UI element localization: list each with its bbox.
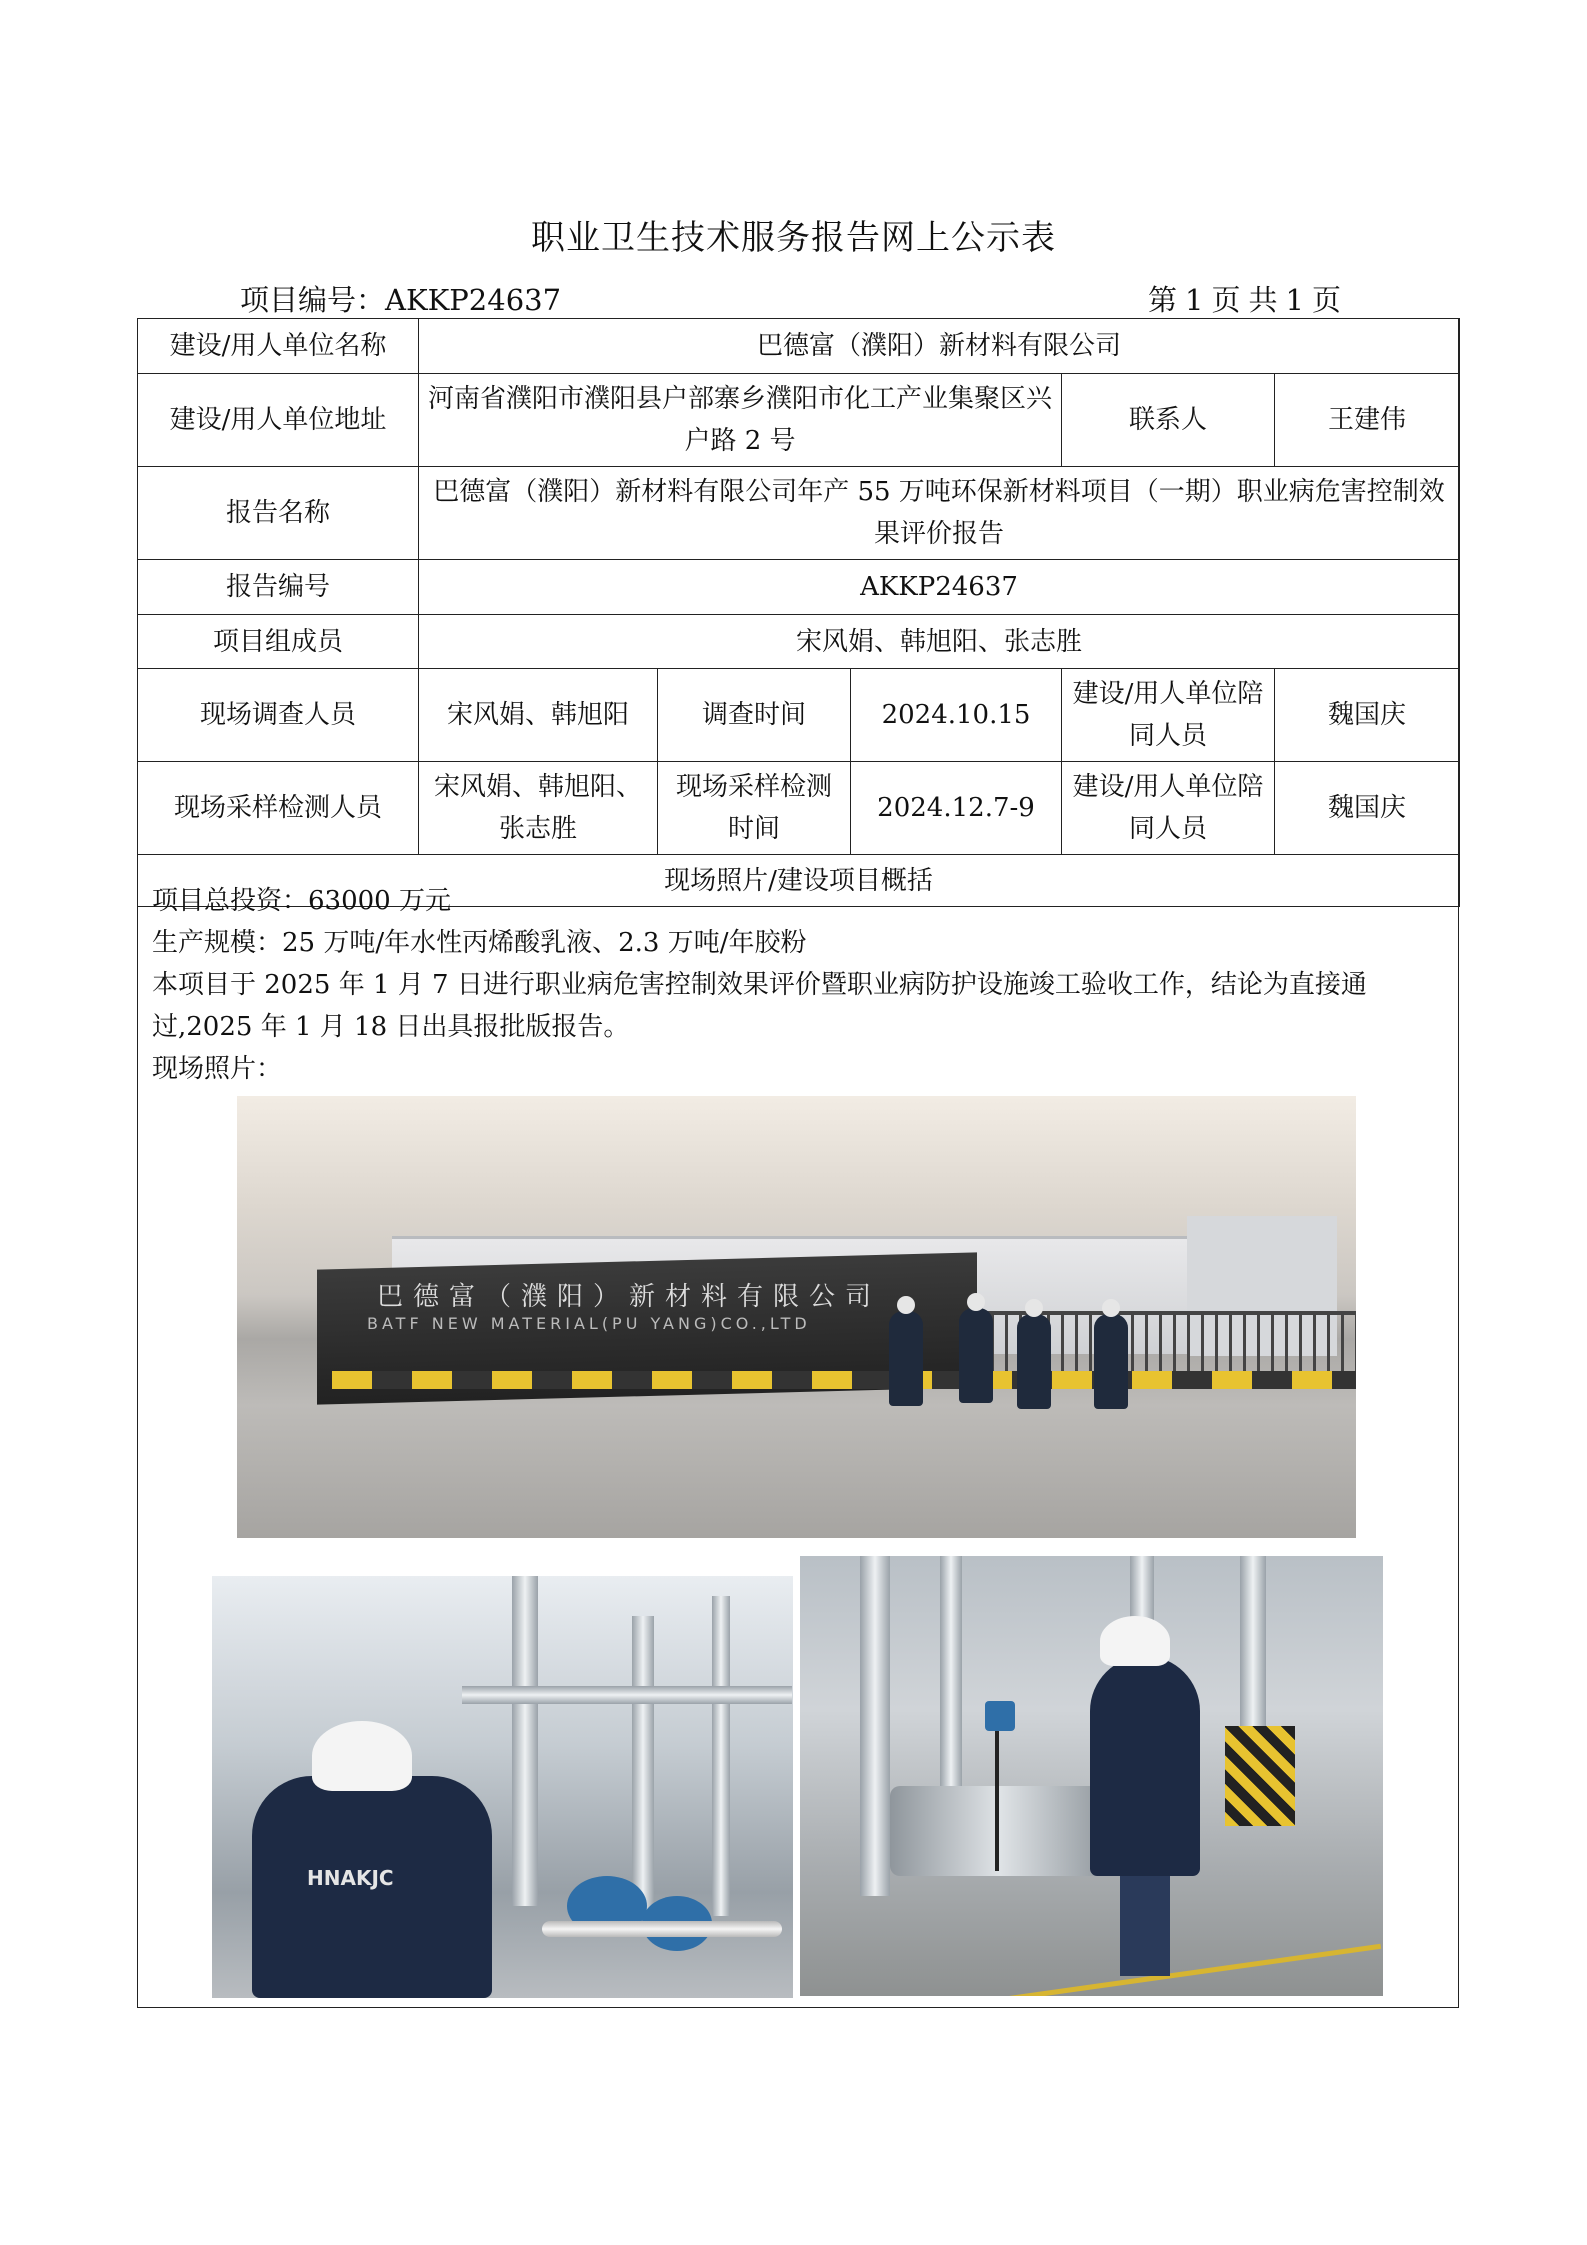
page-label: 第 xyxy=(1148,283,1178,317)
sampling-escort-label: 建设/用人单位陪同人员 xyxy=(1062,762,1275,855)
unit-name-value: 巴德富（濮阳）新材料有限公司 xyxy=(419,319,1460,374)
sampling-device xyxy=(985,1701,1015,1731)
pipe xyxy=(860,1556,890,1896)
table-row xyxy=(138,560,1460,615)
sampling-time-label: 现场采样检测时间 xyxy=(658,762,851,855)
survey-staff-value: 宋风娟、韩旭阳 xyxy=(419,669,658,762)
safety-helmet xyxy=(312,1721,412,1791)
scale-line: 生产规模：25 万吨/年水性丙烯酸乳液、2.3 万吨/年胶粉 xyxy=(152,928,807,958)
survey-escort-label: 建设/用人单位陪同人员 xyxy=(1062,669,1275,762)
person xyxy=(1094,1314,1128,1409)
unit-address-label: 建设/用人单位地址 xyxy=(138,374,419,467)
table-row xyxy=(138,319,1460,374)
hose xyxy=(542,1921,782,1937)
reactor-vessel xyxy=(890,1786,1110,1876)
project-number xyxy=(240,278,561,319)
report-no-label: 报告编号 xyxy=(138,560,419,615)
pipe xyxy=(512,1576,538,1906)
contact-label: 联系人 xyxy=(1062,374,1275,467)
project-number-value: AKKP24637 xyxy=(385,283,562,317)
person-head xyxy=(1025,1299,1043,1317)
investment-line: 项目总投资：63000 万元 xyxy=(152,886,451,916)
report-name-label: 报告名称 xyxy=(138,467,419,560)
person-head xyxy=(897,1296,915,1314)
members-label: 项目组成员 xyxy=(138,615,419,669)
page-current: 1 xyxy=(1185,283,1204,317)
site-photo-gate xyxy=(237,1096,1356,1538)
page-label: 页 xyxy=(1211,283,1241,317)
table-row xyxy=(138,762,1460,855)
pipe xyxy=(462,1686,792,1704)
company-sign-english: BATF NEW MATERIAL(PU YANG)CO.,LTD xyxy=(367,1314,811,1333)
table-row xyxy=(138,374,1460,467)
pipe xyxy=(940,1556,962,1816)
photos-section-header: 现场照片/建设项目概括 xyxy=(138,855,1460,907)
survey-escort-value: 魏国庆 xyxy=(1275,669,1460,762)
site-photo-noise-testing xyxy=(212,1576,793,1998)
person xyxy=(1017,1314,1051,1409)
info-table xyxy=(137,318,1460,907)
person-head xyxy=(1102,1299,1120,1317)
page-label: 共 xyxy=(1248,283,1278,317)
safety-helmet xyxy=(1100,1616,1170,1666)
sampling-escort-value: 魏国庆 xyxy=(1275,762,1460,855)
photos-label: 现场照片： xyxy=(152,1054,283,1084)
worker-legs xyxy=(1120,1876,1170,1976)
worker xyxy=(1090,1656,1200,1876)
table-row xyxy=(138,669,1460,762)
pipe xyxy=(712,1596,730,1916)
document-title: 职业卫生技术服务报告网上公示表 xyxy=(531,218,1056,258)
person xyxy=(959,1308,993,1403)
page-indicator xyxy=(1144,278,1345,319)
sampling-staff-label: 现场采样检测人员 xyxy=(138,762,419,855)
report-name-value: 巴德富（濮阳）新材料有限公司年产 55 万吨环保新材料项目（一期）职业病危害控制效果评价报告 xyxy=(419,467,1460,560)
survey-staff-label: 现场调查人员 xyxy=(138,669,419,762)
jacket-logo: HNAKJC xyxy=(307,1866,394,1890)
person xyxy=(889,1311,923,1406)
project-summary xyxy=(152,880,1452,1090)
sampling-staff-value: 宋风娟、韩旭阳、张志胜 xyxy=(419,762,658,855)
table-row xyxy=(138,467,1460,560)
hazard-column xyxy=(1225,1726,1295,1826)
curb-stripe xyxy=(332,1371,1356,1389)
company-sign-text: 巴德富（濮阳）新材料有限公司 xyxy=(377,1282,882,1312)
tripod xyxy=(995,1731,999,1871)
table-row xyxy=(138,615,1460,669)
unit-address-value: 河南省濮阳市濮阳县户部寨乡濮阳市化工产业集聚区兴户路 2 号 xyxy=(419,374,1062,467)
unit-name-label: 建设/用人单位名称 xyxy=(138,319,419,374)
members-value: 宋风娟、韩旭阳、张志胜 xyxy=(419,615,1460,669)
person-head xyxy=(967,1293,985,1311)
site-photo-sampling xyxy=(800,1556,1383,1996)
page-label: 页 xyxy=(1311,283,1341,317)
summary-paragraph: 本项目于 2025 年 1 月 7 日进行职业病危害控制效果评价暨职业病防护设施竣工验收工作，结论为直接通过,2025 年 1 月 18 日出具报批版报告。 xyxy=(152,970,1367,1042)
survey-time-label: 调查时间 xyxy=(658,669,851,762)
page-total: 1 xyxy=(1285,283,1304,317)
meta-row xyxy=(240,278,1345,318)
sampling-time-value: 2024.12.7-9 xyxy=(851,762,1062,855)
survey-time-value: 2024.10.15 xyxy=(851,669,1062,762)
report-no-value: AKKP24637 xyxy=(419,560,1460,615)
pipe xyxy=(632,1616,654,1916)
project-number-label: 项目编号： xyxy=(240,283,386,317)
contact-value: 王建伟 xyxy=(1275,374,1460,467)
